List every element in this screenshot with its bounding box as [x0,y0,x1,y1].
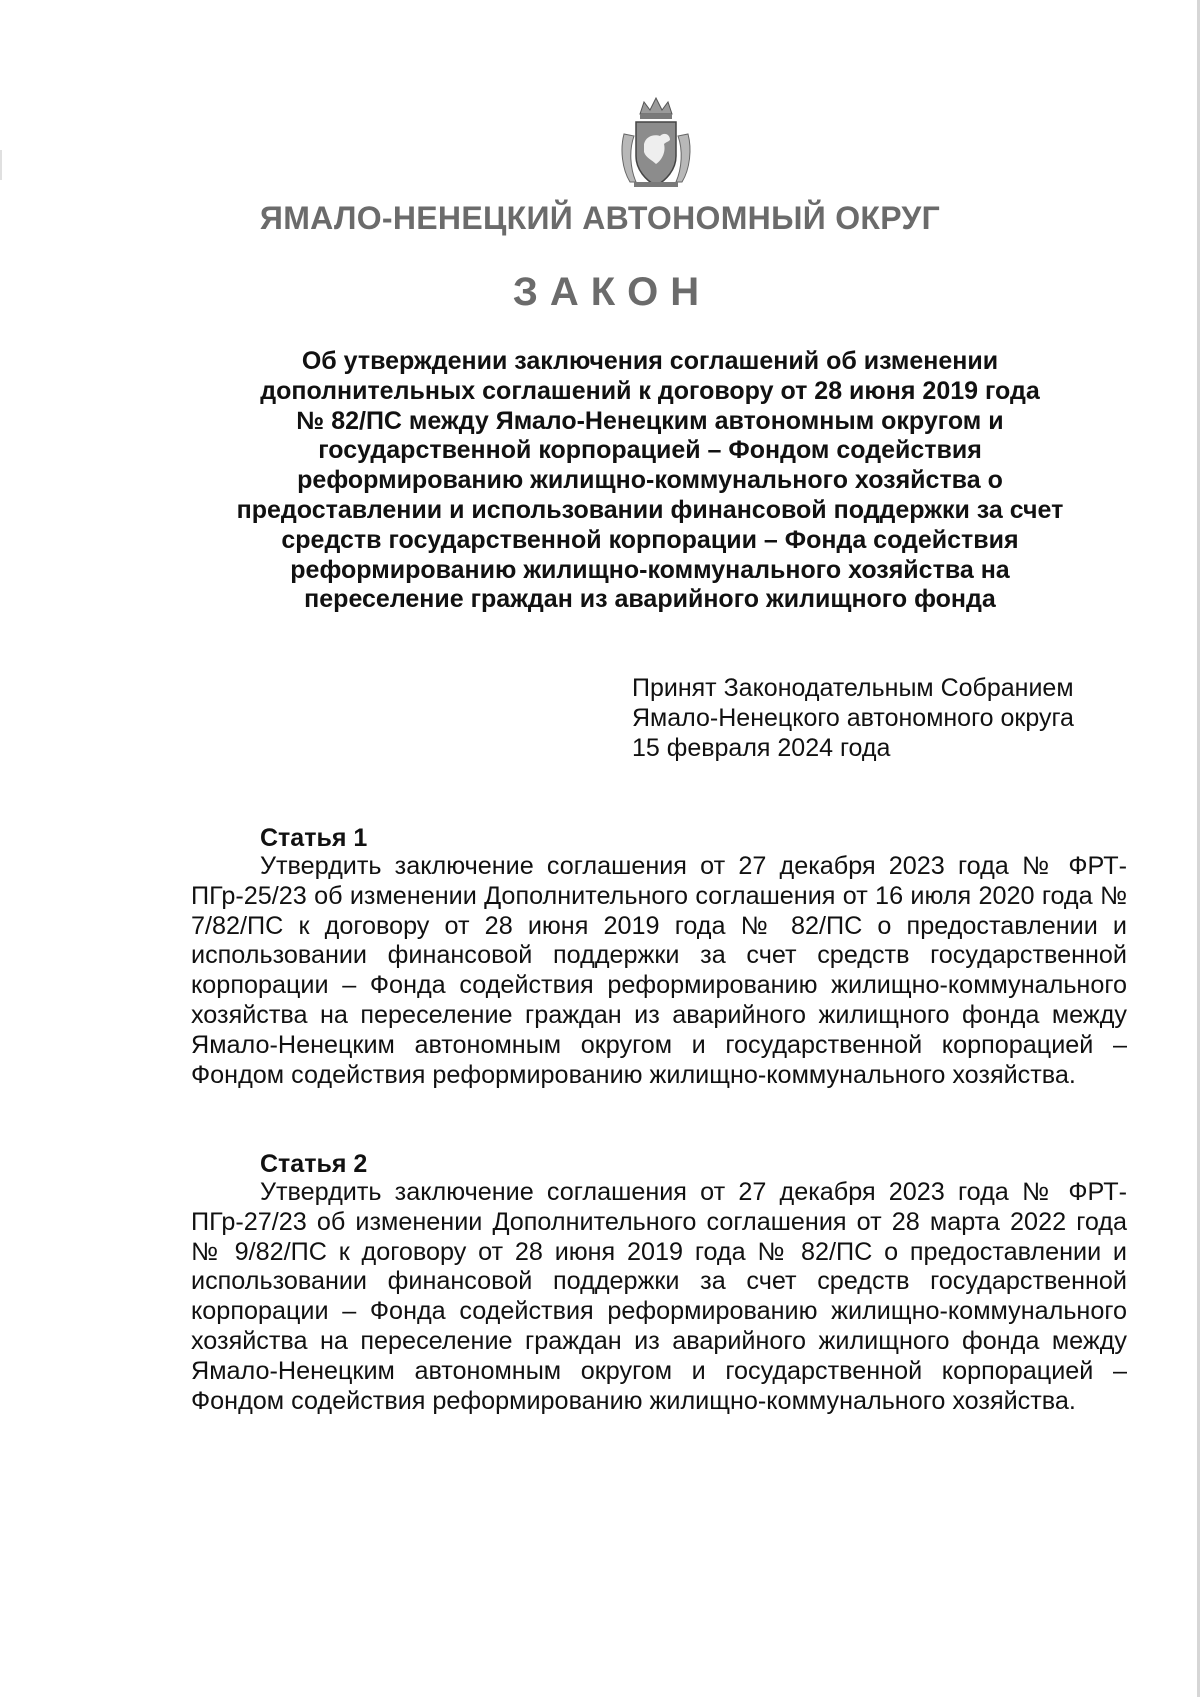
article-text: Утвердить заключение соглашения от 27 декабря 2023 года № ФРТ-ПГр-25/23 об изменении Дополнительного соглашения от 16 июля 2020 года № 7/82/ПС к договору от 28 июня 2019 года № 82/ПС о предоставлении и использовании финансовой поддержки за счет средств государственной корпорации – Фонда содействия реформированию жилищно-коммунального хозяйства на переселение граждан из аварийного жилищного фонда между Ямало-Ненецким автономным округом и государственной корпорацией – Фондом содействия реформированию жилищно-коммунального хозяйства. [191,852,1127,1089]
subject-line: № 82/ПС между Ямало-Ненецким автономным округом и [296,406,1004,435]
subject-line: переселение граждан из аварийного жилищного фонда [304,585,996,614]
adoption-note [632,673,1152,763]
article-heading: Статья 2 [260,1150,368,1178]
scan-edge-mark [0,150,2,180]
law-subject-title [190,347,1110,615]
subject-line: средств государственной корпорации – Фонда содействия [281,525,1019,554]
article-heading: Статья 1 [260,824,368,852]
document-type-title: ЗАКОН [512,270,712,314]
adoption-line: Принят Законодательным Собранием [632,674,1074,702]
region-title: ЯМАЛО-НЕНЕЦКИЙ АВТОНОМНЫЙ ОКРУГ [259,200,941,236]
adoption-line: Ямало-Ненецкого автономного округа [632,704,1074,732]
subject-line: реформированию жилищно-коммунального хозяйства на [290,555,1010,584]
subject-line: Об утверждении заключения соглашений об изменении [301,347,999,375]
subject-line: дополнительных соглашений к договору от 28 июня 2019 года [260,376,1040,405]
coat-of-arms-icon [616,94,696,192]
subject-line: реформированию жилищно-коммунального хозяйства о [297,466,1003,495]
adoption-date: 15 февраля 2024 года [632,734,891,762]
article-text: Утвердить заключение соглашения от 27 декабря 2023 года № ФРТ-ПГр-27/23 об изменении Дополнительного соглашения от 28 марта 2022 года № 9/82/ПС к договору от 28 июня 2019 года № 82/ПС о предоставлении и использовании финансовой поддержки за счет средств государственной корпорации – Фонда содействия реформированию жилищно-коммунального хозяйства на переселение граждан из аварийного жилищного фонда между Ямало-Ненецким автономным округом и государственной корпорацией – Фондом содействия реформированию жилищно-коммунального хозяйства. [191,1178,1127,1415]
subject-line: предоставлении и использовании финансовой поддержки за счет [236,495,1064,524]
subject-line: государственной корпорацией – Фондом содействия [318,436,982,465]
